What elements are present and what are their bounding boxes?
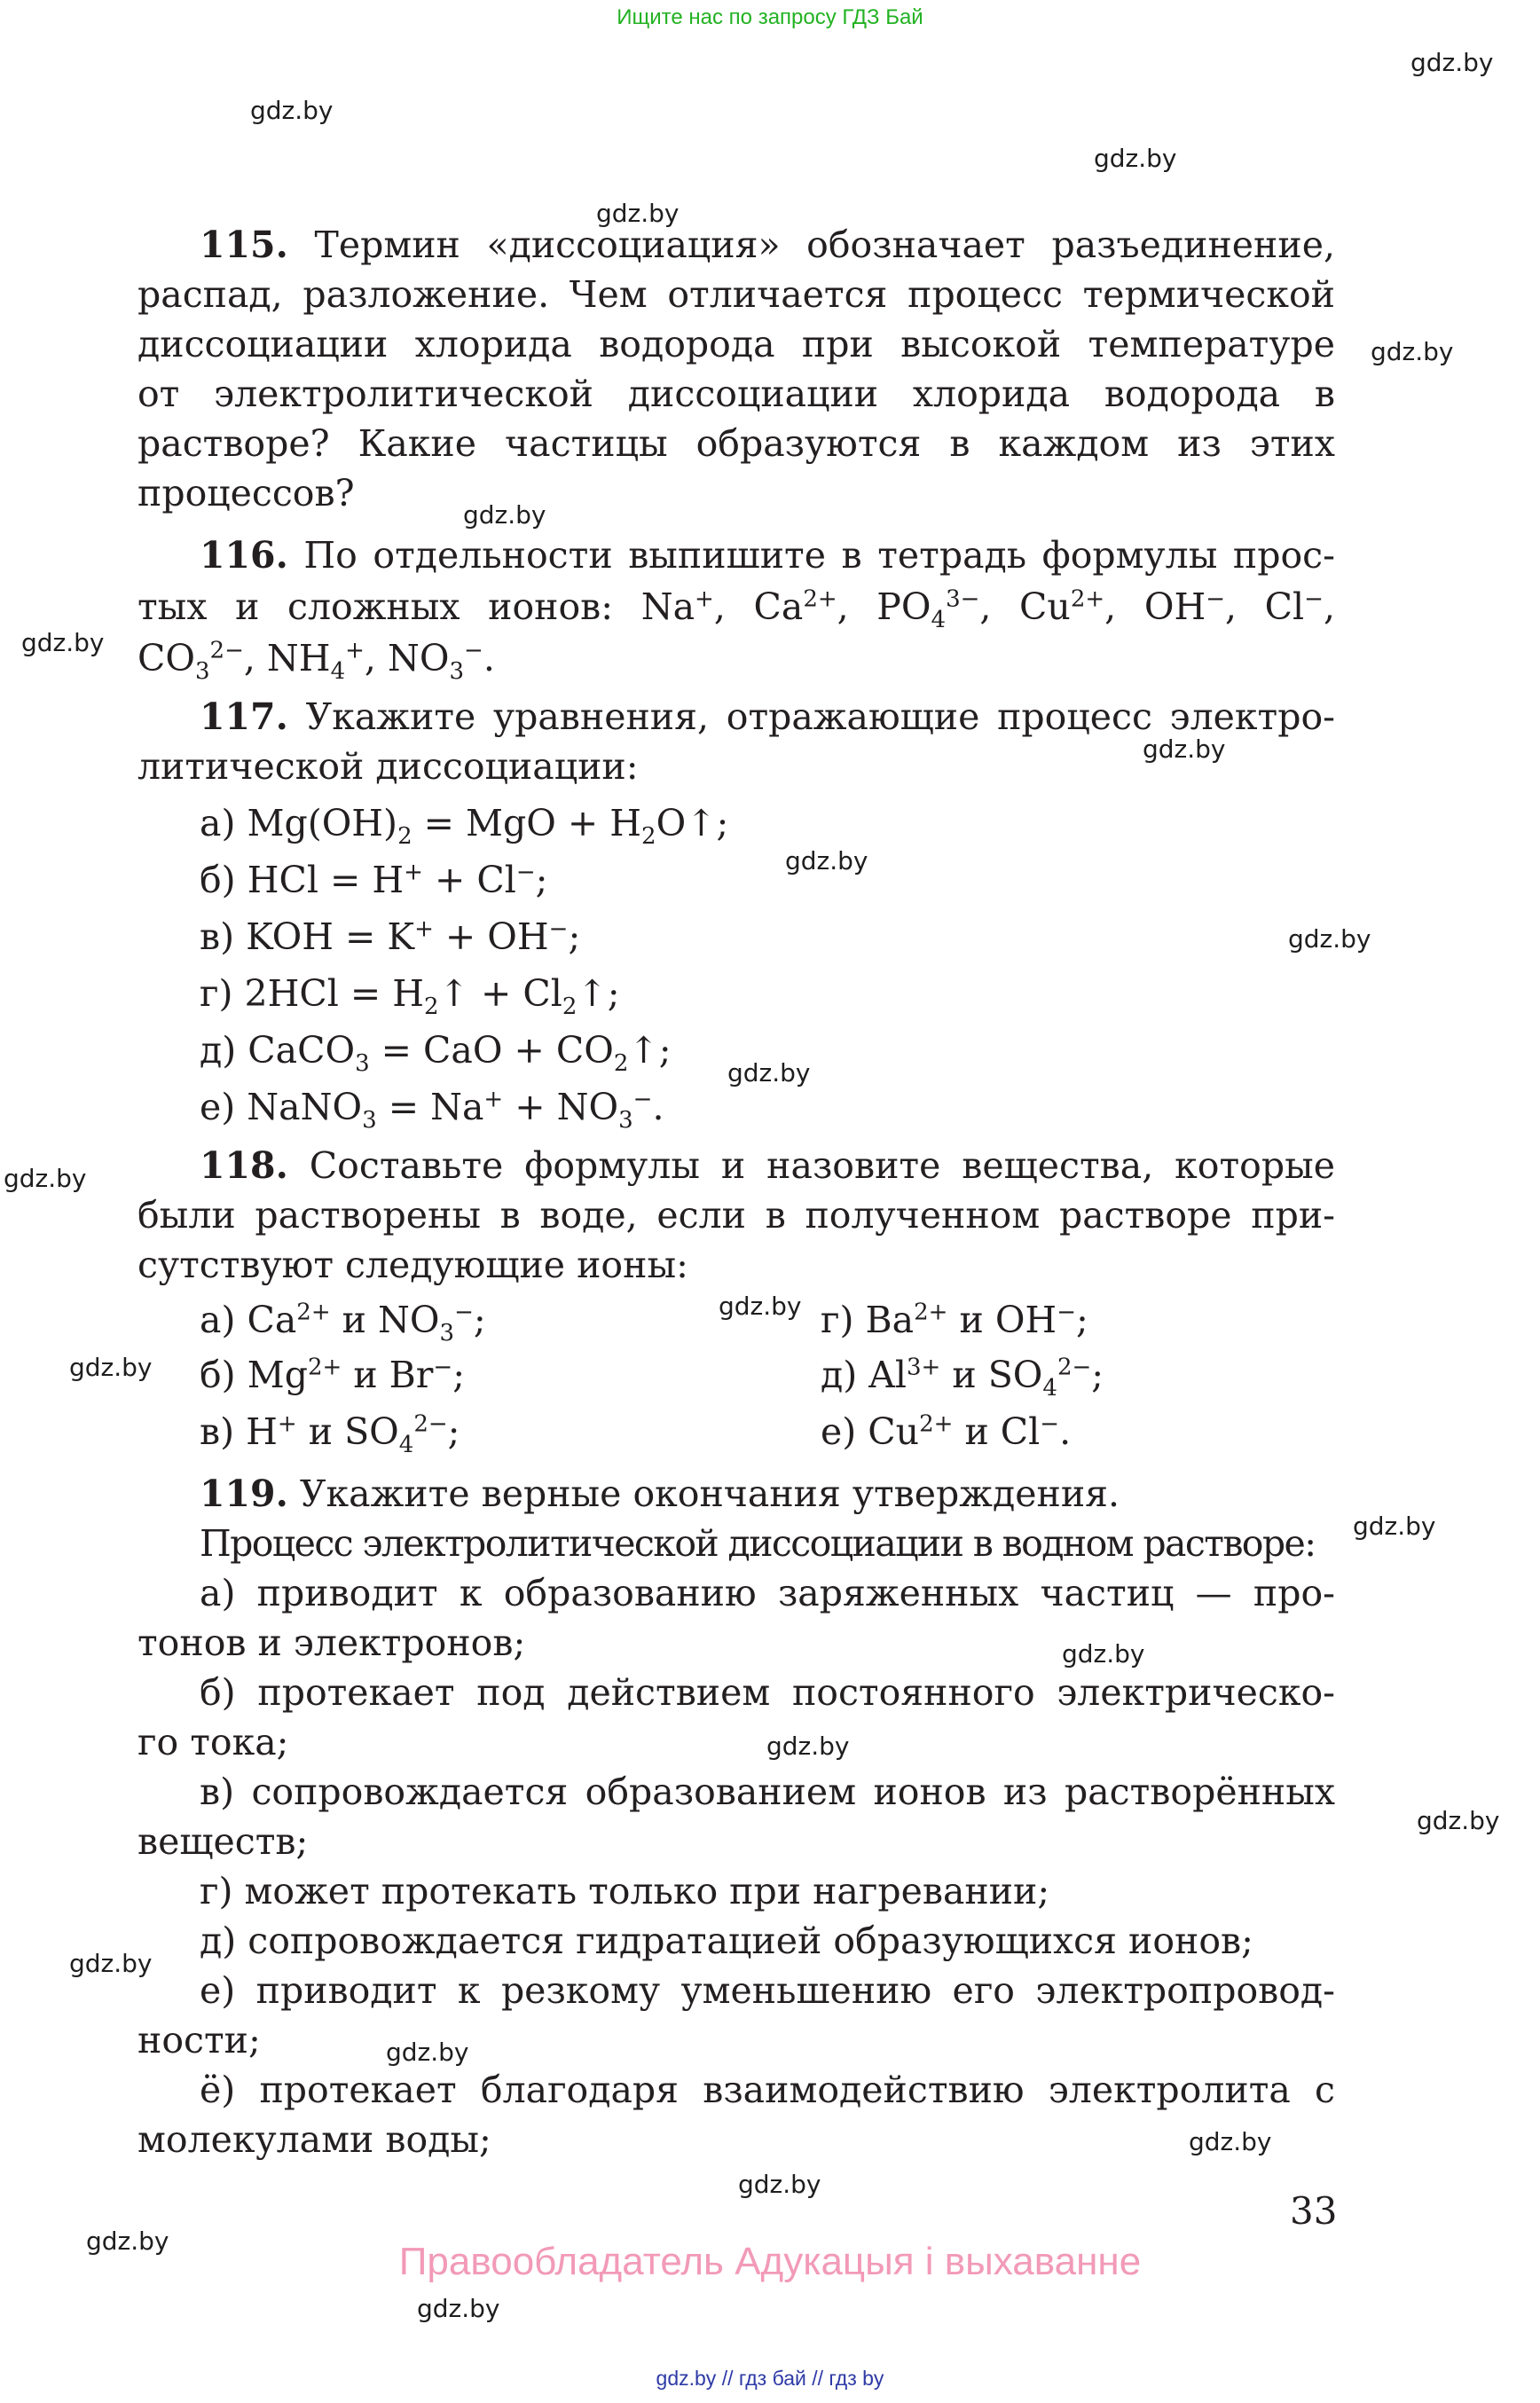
option-v-line-1: в) сопровождается образованием ионов из растворённых bbox=[200, 1771, 1335, 1813]
watermark: gdz.by bbox=[4, 1164, 87, 1193]
task-115-line-5: растворе? Какие частицы образуются в каждом из этих bbox=[138, 422, 1335, 465]
watermark: gdz.by bbox=[1353, 1512, 1436, 1541]
watermark: gdz.by bbox=[1417, 1806, 1500, 1835]
equation-a: а) $Mg(OH)_2$ = MgO + $H_2O↑$; bbox=[200, 802, 729, 851]
task-116-text: По отдельности выпишите в тетрадь формулы прос- bbox=[287, 534, 1335, 577]
watermark: gdz.by bbox=[766, 1732, 850, 1761]
copyright-notice: Правообладатель Адукацыя і выхаванне bbox=[398, 2240, 1142, 2283]
top-banner[interactable]: Ищите нас по запросу ГДЗ Бай bbox=[617, 5, 923, 29]
watermark: gdz.by bbox=[719, 1292, 802, 1321]
task-118-line-2: были растворены в воде, если в полученном растворе при- bbox=[138, 1194, 1335, 1237]
ions-g: г) $Ba^{2+}$ и OH−; bbox=[821, 1299, 1088, 1341]
option-b-line-1: б) протекает под действием постоянного электрическо- bbox=[200, 1671, 1335, 1714]
watermark: gdz.by bbox=[738, 2170, 821, 2199]
task-115-number: 115. bbox=[200, 224, 288, 266]
ions-v: в) H+ и $SO_4^{2-}$; bbox=[200, 1410, 460, 1459]
watermark: gdz.by bbox=[417, 2294, 500, 2323]
option-g: г) может протекать только при нагревании; bbox=[200, 1870, 1050, 1912]
watermark: gdz.by bbox=[69, 1949, 153, 1978]
task-117-line-1 bbox=[200, 692, 1335, 742]
task-118-text: Составьте формулы и назовите вещества, которые bbox=[287, 1144, 1335, 1187]
watermark: gdz.by bbox=[250, 96, 334, 125]
option-yo-line-1: ё) протекает благодаря взаимодействию электролита с bbox=[200, 2069, 1335, 2111]
task-118-number: 118. bbox=[200, 1144, 288, 1187]
task-116-number: 116. bbox=[200, 534, 288, 577]
option-v-line-2: веществ; bbox=[138, 1820, 309, 1863]
task-116-line-3: $CO_3^{2-}$, $NH_4^+$, $NO_3^-$. bbox=[138, 637, 495, 686]
task-119-text: Укажите верные окончания утверждения. bbox=[287, 1472, 1120, 1515]
task-116-line-2: тых и сложных ионов: Na+, $Ca^{2+}$, $PO_4^{3-}$, $Cu^{2+}$, OH−, Cl−, bbox=[138, 585, 1336, 634]
ions-d: д) $Al^{3+}$ и $SO_4^{2-}$; bbox=[821, 1354, 1104, 1402]
task-115-line-3: диссоциации хлорида водорода при высокой температуре bbox=[138, 323, 1335, 365]
watermark: gdz.by bbox=[1143, 734, 1226, 764]
watermark: gdz.by bbox=[785, 846, 868, 876]
task-116-line-1 bbox=[200, 530, 1335, 580]
task-117-line-2: литической диссоциации: bbox=[138, 745, 639, 788]
task-117-number: 117. bbox=[200, 695, 288, 738]
task-115-text: Термин «диссоциация» обозначает разъединение, bbox=[287, 224, 1335, 266]
task-119-line-2: Процесс электролитической диссоциации в водном растворе: bbox=[200, 1522, 1316, 1565]
ions-e: е) $Cu^{2+}$ и Cl−. bbox=[821, 1410, 1072, 1453]
option-e-line-2: ности; bbox=[138, 2019, 261, 2061]
task-119-number: 119. bbox=[200, 1472, 288, 1515]
watermark: gdz.by bbox=[386, 2038, 469, 2067]
watermark: gdz.by bbox=[21, 628, 105, 657]
equation-g: г) $2HCl = H_2↑$ + $Cl_2↑$; bbox=[200, 972, 620, 1021]
watermark: gdz.by bbox=[1410, 48, 1494, 77]
ions-b: б) $Mg^{2+}$ и Br−; bbox=[200, 1354, 466, 1396]
equation-v: в) KOH = K+ + OH−; bbox=[200, 915, 581, 958]
equation-d: д) CaCO$_3$ = CaO + $CO_2↑$; bbox=[200, 1029, 672, 1078]
watermark: gdz.by bbox=[727, 1058, 811, 1088]
watermark: gdz.by bbox=[1288, 924, 1371, 954]
task-118-line-3: сутствуют следующие ионы: bbox=[138, 1244, 688, 1286]
task-119-line-1 bbox=[200, 1469, 1335, 1519]
task-115-line-6: процессов? bbox=[138, 472, 355, 514]
footer-links[interactable]: gdz.by // гдз бай // гдз by bbox=[656, 2367, 884, 2390]
equation-b: б) HCl = H+ + Cl−; bbox=[200, 859, 548, 901]
option-yo-line-2: молекулами воды; bbox=[138, 2118, 491, 2161]
task-118-line-1 bbox=[200, 1141, 1335, 1190]
task-115-line-2: распад, разложение. Чем отличается процесс термической bbox=[138, 273, 1335, 316]
ions-a: а) $Ca^{2+}$ и $NO_3^-$; bbox=[200, 1299, 486, 1347]
equation-e: е) NaNO$_3$ = $Na^+ + NO_3^-$. bbox=[200, 1086, 664, 1135]
option-d: д) сопровождается гидратацией образующихся ионов; bbox=[200, 1920, 1253, 1962]
option-e-line-1: е) приводит к резкому уменьшению его электропровод- bbox=[200, 1969, 1335, 2012]
task-115-line-1 bbox=[200, 220, 1335, 270]
option-a-line-1: а) приводит к образованию заряженных частиц — про- bbox=[200, 1572, 1335, 1614]
watermark: gdz.by bbox=[1371, 337, 1454, 366]
watermark: gdz.by bbox=[86, 2226, 169, 2256]
watermark: gdz.by bbox=[1094, 144, 1177, 173]
watermark: gdz.by bbox=[1189, 2127, 1272, 2156]
watermark: gdz.by bbox=[69, 1353, 153, 1382]
option-b-line-2: го тока; bbox=[138, 1721, 289, 1763]
option-a-line-2: тонов и электронов; bbox=[138, 1622, 526, 1664]
watermark: gdz.by bbox=[596, 199, 680, 228]
task-115-line-4: от электролитической диссоциации хлорида водорода в bbox=[138, 373, 1335, 415]
watermark: gdz.by bbox=[1062, 1639, 1145, 1669]
page-number: 33 bbox=[1290, 2189, 1338, 2233]
task-116-intro: тых и сложных ионов: bbox=[138, 585, 614, 628]
task-117-text: Укажите уравнения, отражающие процесс электро- bbox=[287, 695, 1335, 738]
watermark: gdz.by bbox=[463, 500, 546, 530]
